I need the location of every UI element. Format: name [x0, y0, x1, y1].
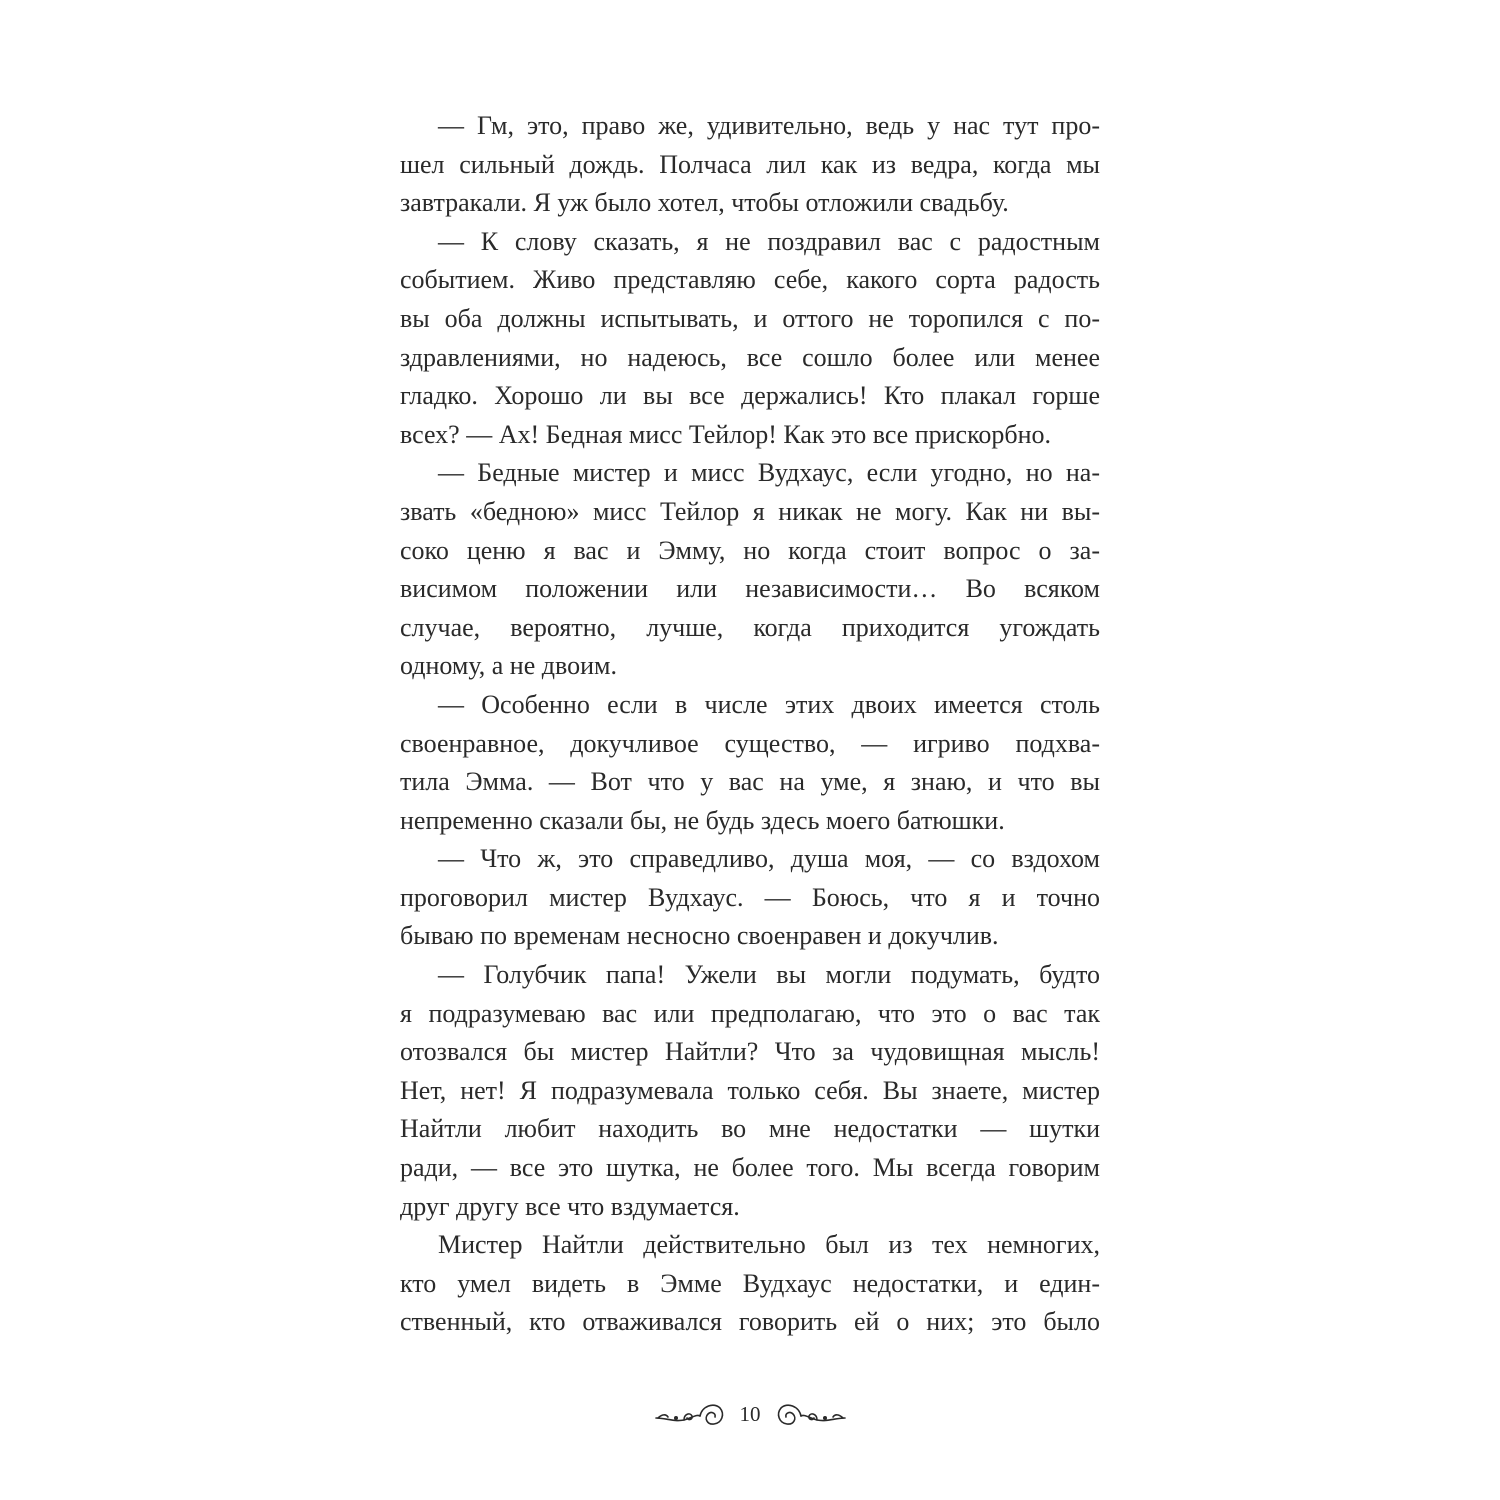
text-line: Мистер Найтли действительно был из тех немногих,: [438, 1230, 1100, 1260]
text-line: одному, а не двоим.: [400, 651, 617, 681]
text-line: кто умел видеть в Эмме Вудхаус недостатки, и един-: [400, 1268, 1100, 1298]
text-line: ственный, кто отваживался говорить ей о них; это было: [400, 1307, 1100, 1337]
scroll-flourish-icon: [654, 1396, 730, 1430]
text-line: отозвался бы мистер Найтли? Что за чудовищная мысль!: [400, 1037, 1100, 1067]
scroll-flourish-icon: [771, 1396, 847, 1430]
text-line: тила Эмма. — Вот что у вас на уме, я знаю, и что вы: [400, 767, 1100, 797]
text-line: висимом положении или независимости… Во всяком: [400, 574, 1100, 604]
text-line: друг другу все что вздумается.: [400, 1191, 740, 1221]
text-line: завтракали. Я уж было хотел, чтобы отложили свадьбу.: [400, 188, 1009, 218]
text-line: всех? — Ах! Бедная мисс Тейлор! Как это все прискорбно.: [400, 419, 1052, 449]
text-line: — Особенно если в числе этих двоих имеется столь: [438, 689, 1100, 719]
text-line: случае, вероятно, лучше, когда приходится угождать: [400, 612, 1100, 642]
text-line: — Что ж, это справедливо, душа моя, — со вздохом: [438, 844, 1100, 874]
text-line: здравлениями, но надеюсь, все сошло более или менее: [400, 342, 1100, 372]
text-line: гладко. Хорошо ли вы все держались! Кто плакал горше: [400, 381, 1100, 411]
text-line: — Голубчик папа! Ужели вы могли подумать, будто: [438, 960, 1100, 990]
body-text: [400, 107, 1100, 1342]
text-line: — Бедные мистер и мисс Вудхаус, если угодно, но на-: [438, 458, 1100, 488]
text-line: — К слову сказать, я не поздравил вас с радостным: [438, 226, 1100, 256]
text-line: Найтли любит находить во мне недостатки — шутки: [400, 1114, 1100, 1144]
text-line: вы оба должны испытывать, и оттого не торопился с по-: [400, 303, 1100, 333]
text-line: ради, — все это шутка, не более того. Мы всегда говорим: [400, 1153, 1100, 1183]
page-footer: [0, 1396, 1500, 1436]
text-line: соко ценю я вас и Эмму, но когда стоит вопрос о за-: [400, 535, 1100, 565]
text-line: шел сильный дождь. Полчаса лил как из ведра, когда мы: [400, 149, 1100, 179]
text-line: Нет, нет! Я подразумевала только себя. Вы знаете, мистер: [400, 1075, 1100, 1105]
text-line: бываю по временам несносно своенравен и докучлив.: [400, 921, 999, 951]
text-line: событием. Живо представляю себе, какого сорта радость: [400, 265, 1100, 295]
text-line: звать «бедною» мисс Тейлор я никак не могу. Как ни вы-: [400, 496, 1100, 526]
text-line: своенравное, докучливое существо, — игриво подхва-: [400, 728, 1100, 758]
page-number: 10: [739, 1402, 761, 1426]
text-line: — Гм, это, право же, удивительно, ведь у нас тут про-: [438, 111, 1100, 140]
text-line: непременно сказали бы, не будь здесь моего батюшки.: [400, 805, 1005, 835]
text-line: проговорил мистер Вудхаус. — Боюсь, что я и точно: [400, 882, 1100, 912]
text-line: я подразумеваю вас или предполагаю, что это о вас так: [400, 998, 1100, 1028]
